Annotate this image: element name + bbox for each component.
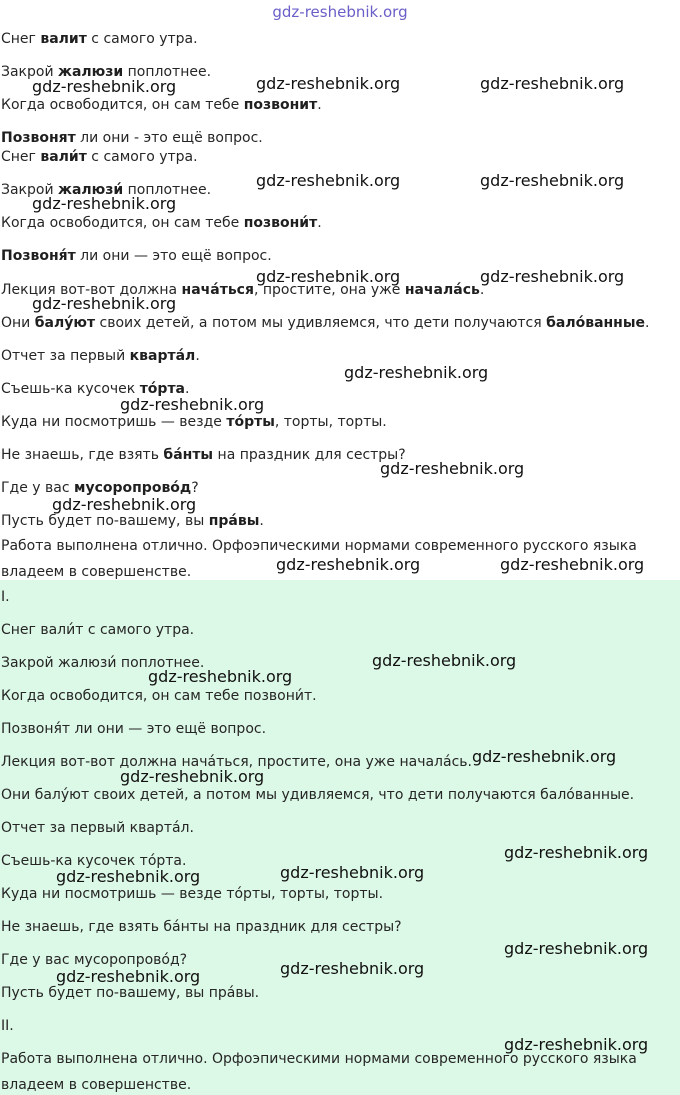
sentence-line: Пусть будет по-вашему, вы пра́вы. <box>1 985 260 1001</box>
text-run: Где у вас <box>1 480 74 496</box>
stressed-word: кварта́л <box>129 348 196 364</box>
watermark-text: gdz-reshebnik.org <box>56 967 201 986</box>
watermark-text: gdz-reshebnik.org <box>504 843 649 862</box>
sentence-line: Снег вали́т с самого утра. <box>1 622 195 638</box>
watermark-text: gdz-reshebnik.org <box>504 939 649 958</box>
sentence-line: Не знаешь, где взять ба́нты на праздник для сестры? <box>1 919 402 935</box>
text-run: Лекция вот-вот должна <box>1 282 182 298</box>
watermark-text: gdz-reshebnik.org <box>56 867 201 886</box>
sentence-line <box>1 446 406 464</box>
stressed-word: начала́сь <box>404 282 480 298</box>
watermark-text: gdz-reshebnik.org <box>480 74 625 93</box>
text-run: . <box>645 315 650 331</box>
stressed-word: валит <box>40 31 87 47</box>
sentence-line: владеем в совершенстве. <box>1 1077 192 1093</box>
text-run: , простите, она уже <box>253 282 405 298</box>
sentence-line: Куда ни посмотришь — везде то́рты, торты, торты. <box>1 886 384 902</box>
sentence-line: Позвоня́т ли они — это ещё вопрос. <box>1 721 267 737</box>
text-run: владеем в совершенстве. <box>1 564 192 580</box>
sentence-line: Съешь-ка кусочек то́рта. <box>1 853 187 869</box>
text-run: Закрой <box>1 64 59 80</box>
stressed-word: позвонит <box>243 97 318 113</box>
text-run: Пусть будет по-вашему, вы <box>1 513 209 529</box>
text-run: Снег <box>1 31 41 47</box>
stressed-word: Позвоня́т <box>1 248 76 264</box>
watermark-text: gdz-reshebnik.org <box>256 171 401 190</box>
watermark-text: gdz-reshebnik.org <box>256 74 401 93</box>
stressed-word: то́рты <box>226 414 275 430</box>
watermark-text: gdz-reshebnik.org <box>480 171 625 190</box>
sentence-line <box>1 314 649 332</box>
text-run: поплотнее. <box>123 182 212 198</box>
watermark-text: gdz-reshebnik.org <box>148 667 293 686</box>
stressed-word: позвони́т <box>243 215 318 231</box>
section-number: I. <box>1 589 10 605</box>
text-run: Закрой <box>1 182 59 198</box>
watermark-text: gdz-reshebnik.org <box>500 555 645 574</box>
text-run: ли они — это ещё вопрос. <box>75 248 272 264</box>
watermark-text: gdz-reshebnik.org <box>380 459 525 478</box>
text-run: . <box>317 215 322 231</box>
sentence-line <box>1 413 387 431</box>
watermark-text: gdz-reshebnik.org <box>52 495 197 514</box>
site-link[interactable]: gdz-reshebnik.org <box>272 3 408 21</box>
text-run: ? <box>191 480 199 496</box>
text-run: с самого утра. <box>86 149 198 165</box>
sentence-line <box>1 214 322 232</box>
stressed-word: то́рта <box>139 381 186 397</box>
sentence-line: Закрой жалюзи́ поплотнее. <box>1 655 205 671</box>
watermark-text: gdz-reshebnik.org <box>32 294 177 313</box>
text-run: ли они - это ещё вопрос. <box>75 130 263 146</box>
stressed-word: ба́нты <box>163 447 214 463</box>
watermark-text: gdz-reshebnik.org <box>256 267 401 286</box>
sentence-line <box>1 148 198 166</box>
text-run: Отчет за первый <box>1 348 130 364</box>
watermark-text: gdz-reshebnik.org <box>480 267 625 286</box>
sentence-line: Когда освободится, он сам тебе позвони́т. <box>1 688 317 704</box>
text-run: Когда освободится, он сам тебе <box>1 97 244 113</box>
section-number: II. <box>1 1018 14 1034</box>
sentence-line <box>1 247 272 265</box>
sentence-line: Работа выполнена отлично. Орфоэпическими нормами современного русского языка <box>1 1051 637 1067</box>
stressed-word: вали́т <box>40 149 87 165</box>
watermark-text: gdz-reshebnik.org <box>472 747 617 766</box>
stressed-word: нача́ться <box>181 282 254 298</box>
watermark-text: gdz-reshebnik.org <box>32 77 177 96</box>
text-run: Съешь-ка кусочек <box>1 381 140 397</box>
watermark-text: gdz-reshebnik.org <box>276 555 421 574</box>
sentence-line: Отчет за первый кварта́л. <box>1 820 194 836</box>
text-run: . <box>185 381 190 397</box>
text-run: Снег <box>1 149 41 165</box>
watermark-text: gdz-reshebnik.org <box>280 863 425 882</box>
watermark-text: gdz-reshebnik.org <box>120 395 265 414</box>
sentence-line <box>1 537 637 555</box>
stressed-word: бало́ванные <box>546 315 646 331</box>
sentence-line <box>1 129 263 147</box>
text-run: с самого утра. <box>86 31 198 47</box>
site-header <box>0 0 680 24</box>
sentence-line: Лекция вот-вот должна нача́ться, простите, она уже начала́сь. <box>1 754 472 770</box>
stressed-word: мусоропрово́д <box>74 480 192 496</box>
text-run: . <box>317 97 322 113</box>
text-run: . <box>259 513 264 529</box>
text-run: Куда ни посмотришь — везде <box>1 414 227 430</box>
watermark-text: gdz-reshebnik.org <box>32 194 177 213</box>
sentence-line <box>1 347 200 365</box>
text-run: поплотнее. <box>123 64 212 80</box>
stressed-word: балу́ют <box>34 315 96 331</box>
text-run: . <box>479 282 485 298</box>
watermark-text: gdz-reshebnik.org <box>372 651 517 670</box>
stressed-word: пра́вы <box>208 513 260 529</box>
text-run: , торты, торты. <box>274 414 387 430</box>
sentence-line <box>1 563 191 581</box>
sentence-line: Где у вас мусоропрово́д? <box>1 952 188 968</box>
sentence-line <box>1 30 198 48</box>
watermark-text: gdz-reshebnik.org <box>280 959 425 978</box>
watermark-text: gdz-reshebnik.org <box>504 1035 649 1054</box>
stressed-word: жалюзи <box>58 64 124 80</box>
watermark-text: gdz-reshebnik.org <box>344 363 489 382</box>
text-run: . <box>195 348 200 364</box>
stressed-word: жалюзи́ <box>58 182 124 198</box>
text-run: Они <box>1 315 35 331</box>
sentence-line: Они балу́ют своих детей, а потом мы удивляемся, что дети получаются бало́ванные. <box>1 787 635 803</box>
text-run: своих детей, а потом мы удивляемся, что дети получаются <box>95 315 547 331</box>
text-run: Когда освободится, он сам тебе <box>1 215 244 231</box>
watermark-text: gdz-reshebnik.org <box>120 767 265 786</box>
text-run: на праздник для сестры? <box>213 447 406 463</box>
stressed-word: Позвонят <box>1 130 76 146</box>
text-run: Работа выполнена отлично. Орфоэпическими нормами современного русского языка <box>1 538 637 554</box>
text-run: Не знаешь, где взять <box>1 447 164 463</box>
sentence-line <box>1 512 264 530</box>
sentence-line <box>1 96 322 114</box>
